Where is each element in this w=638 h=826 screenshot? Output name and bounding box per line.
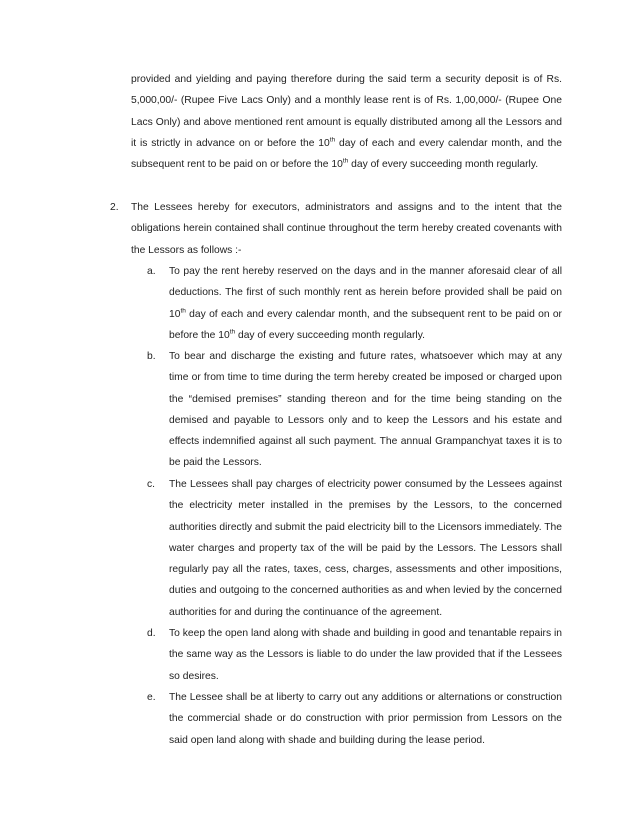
clause-b-text: To bear and discharge the existing and future rates, whatsoever which may at any time or from time to time during the term hereby created be imposed or charged upon the “demised premises” standing thereon and for the time being standing on the demised and payable to Lessors only and to keep the Lessors and his estate and effects indemnified against all such payment. The annual Grampanchyat taxes it is to be paid the Lessors.	[169, 351, 562, 469]
intro-text-3: day of every succeeding month regularly.	[348, 159, 539, 171]
clause-e-marker: e.	[147, 692, 156, 703]
superscript-th: th	[329, 136, 336, 144]
clause-d-text: To keep the open land along with shade and building in good and tenantable repairs in the same way as the Lessors is liable to do under the law provided that if the Lessees so desires.	[169, 628, 562, 682]
clause-a-marker: a.	[147, 266, 156, 277]
clause-a-text-3: day of every succeeding month regularly.	[235, 329, 425, 341]
clause-c-text: The Lessees shall pay charges of electricity power consumed by the Lessees against the electricity meter installed in the premises by the Lessors, to the concerned authorities directly and submit the paid electricity bill to the Licensors immediately. The water charges and property tax of the will be paid by the Lessors. The Lessors shall regularly pay all the rates, taxes, cess, charges, assessments and other impositions, duties and outgoing to the concerned authorities as and when levied by the concerned authorities for and during the continuance of the agreement.	[169, 479, 562, 618]
intro-text-2: day of each and every calendar month, and the subsequent rent to be paid on or before the 10	[131, 137, 562, 171]
superscript-th: th	[342, 157, 349, 165]
intro-paragraph	[131, 69, 562, 175]
clause-b-marker: b.	[147, 351, 156, 362]
clause-a-text-1: To pay the rent hereby reserved on the days and in the manner aforesaid clear of all deductions. The first of such monthly rent as herein before provided shall be paid on 10	[169, 266, 562, 320]
superscript-th: th	[180, 307, 186, 315]
clause-a-text-2: day of each and every calendar month, and the subsequent rent to be paid on or before the 10	[169, 308, 562, 341]
superscript-th: th	[229, 328, 236, 336]
clause-2-number: 2.	[110, 202, 119, 213]
intro-text-1: provided and yielding and paying therefore during the said term a security deposit is of Rs. 5,000,00/- (Rupee Five Lacs Only) and a monthly lease rent is of Rs. 1,00,000/- (Rupee One Lacs Only) and above mentioned rent amount is equally distributed among all the Lessors and it is strictly in advance on or before the 10	[131, 74, 562, 149]
clause-d-marker: d.	[147, 628, 156, 639]
clause-e-text: The Lessee shall be at liberty to carry out any additions or alternations or construction the commercial shade or do construction with prior permission from Lessors on the said open land along with shade and building during the lease period.	[169, 692, 562, 746]
clause-a-text	[169, 261, 562, 346]
clause-2-text: The Lessees hereby for executors, administrators and assigns and to the intent that the obligations herein contained shall continue throughout the term hereby created covenants with the Lessors as follows :-	[131, 202, 562, 256]
clause-c-marker: c.	[147, 479, 156, 490]
